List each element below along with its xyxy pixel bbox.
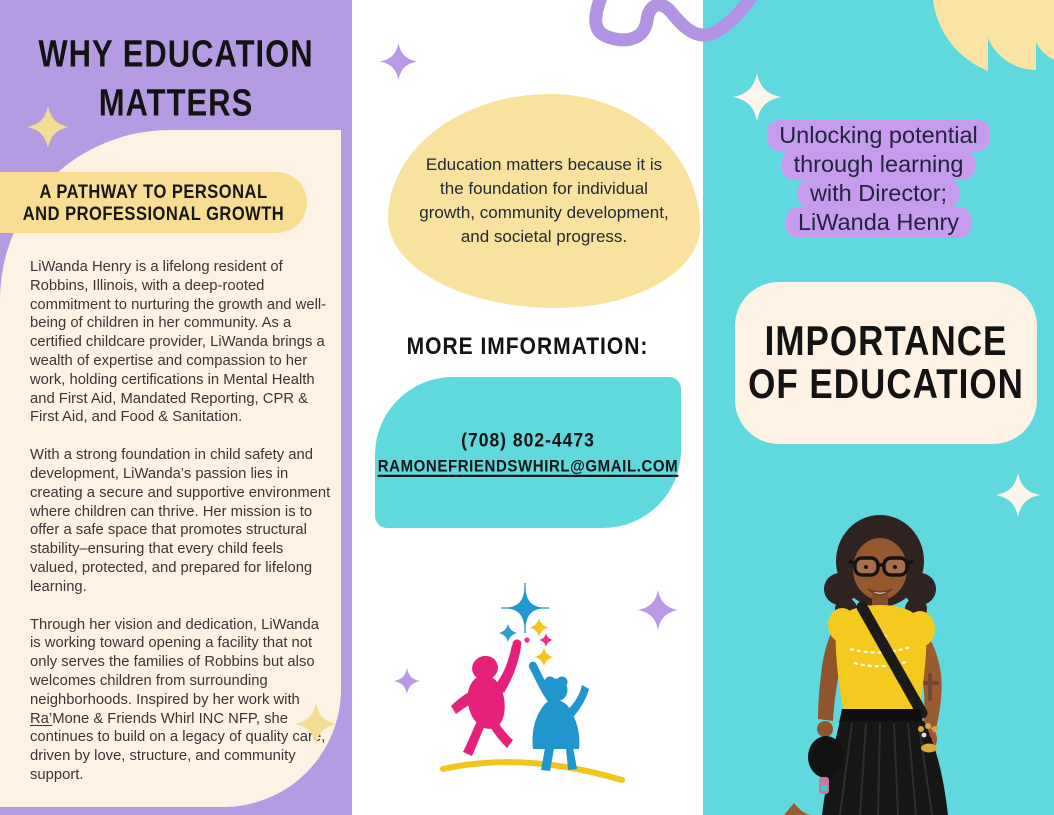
quote-text: Education matters because it is the foundation for individual growth, community development, and societal progress. bbox=[419, 155, 669, 246]
subtitle-line-1: A PATHWAY TO PERSONAL bbox=[39, 181, 268, 202]
phone-number: (708) 802-4473 bbox=[461, 428, 595, 451]
tagline-line-4: LiWanda Henry bbox=[786, 207, 971, 238]
sparkle-icon bbox=[733, 73, 781, 121]
director-photo bbox=[772, 505, 992, 815]
sparkle-icon bbox=[380, 43, 417, 80]
tagline-line-2: through learning bbox=[782, 149, 976, 180]
squiggle-icon bbox=[578, 0, 778, 64]
left-panel bbox=[0, 0, 352, 815]
tagline-line-3: with Director; bbox=[798, 178, 959, 209]
bio-paragraph-3: Through her vision and dedication, LiWanda is working toward opening a facility that not only serves the families of Robbins but also welcomes children from surrounding neighborhoods. Inspired by her work with Ra’Mone & Friends Whirl INC NFP, she continues to build on a legacy of quality care, driven by love, structure, and community support. bbox=[30, 616, 326, 783]
title-line-1: WHY EDUCATION bbox=[38, 32, 314, 76]
left-panel-title bbox=[0, 30, 352, 124]
tagline-block bbox=[703, 122, 1054, 238]
subtitle-line-2: AND PROFESSIONAL GROWTH bbox=[22, 203, 285, 224]
sparkle-icon bbox=[996, 473, 1040, 517]
corner-scallop-shape bbox=[900, 0, 1054, 110]
sparkle-icon bbox=[295, 703, 337, 745]
bio-text bbox=[30, 258, 333, 804]
sparkle-icon bbox=[394, 668, 420, 694]
bio-paragraph-1: LiWanda Henry is a lifelong resident of Robbins, Illinois, with a deep-rooted commitment to nurturing the growth and well-being of children in her community. As a certified childcare provider, LiWanda brings a wealth of expertise and compassion to her work, holding certifications in Mental Health and First Aid, Mandated Reporting, CPR & First Aid, and Food & Sanitation. bbox=[30, 259, 327, 426]
bio-paragraph-2: With a strong foundation in child safety and development, LiWanda’s passion lies in creating a secure and supportive environment where children can thrive. Her mission is to offer a safe space that promotes structural stability–ensuring that every child feels valued, protected, and prepared for lifelong learning. bbox=[30, 447, 331, 595]
headline-line-1: IMPORTANCE bbox=[764, 318, 1008, 365]
tagline-line-1: Unlocking potential bbox=[767, 120, 990, 151]
title-line-2: MATTERS bbox=[98, 81, 254, 124]
more-information-heading: MORE IMFORMATION: bbox=[406, 333, 649, 360]
contact-card bbox=[375, 377, 681, 528]
sparkle-icon bbox=[638, 590, 678, 630]
headline-line-2: OF EDUCATION bbox=[748, 361, 1024, 408]
ramone-underlined-text: Ra’ bbox=[30, 710, 53, 727]
subtitle-banner bbox=[0, 172, 307, 233]
email-link[interactable]: RAMONEFRIENDSWHIRL@GMAIL.COM bbox=[377, 457, 679, 476]
headline-card bbox=[735, 282, 1037, 444]
